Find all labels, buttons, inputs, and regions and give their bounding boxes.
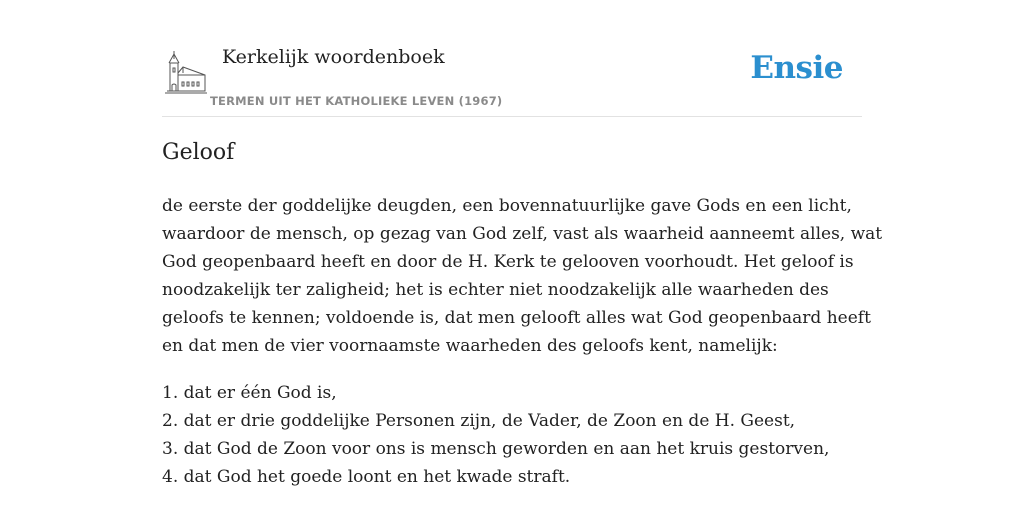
header [162,0,862,117]
church-icon[interactable] [165,49,207,95]
list-item: 1. dat er één God is, [162,383,337,403]
truths-list [162,379,862,491]
definition-line: de eerste der goddelijke deugden, een bovennatuurlijke gave Gods en een licht, [162,196,852,216]
list-item: 4. dat God het goede loont en het kwade straft. [162,467,571,487]
page-container [162,0,883,487]
entry-title: Geloof [162,140,235,165]
definition-line: geloofs te kennen; voldoende is, dat men gelooft alles wat God geopenbaard heeft [162,308,871,328]
definition-line: en dat men de vier voornaamste waarheden des geloofs kent, namelijk: [162,336,778,356]
definition-line: God geopenbaard heeft en door de H. Kerk te gelooven voorhoudt. Het geloof is [162,252,854,272]
list-item: 2. dat er drie goddelijke Personen zijn, de Vader, de Zoon en de H. Geest, [162,411,796,431]
book-subtitle: TERMEN UIT HET KATHOLIEKE LEVEN (1967) [210,94,503,108]
entry-definition [162,192,883,360]
book-title[interactable]: Kerkelijk woordenboek [222,46,445,68]
definition-line: waardoor de mensch, op gezag van God zelf, vast als waarheid aanneemt alles, wat [162,224,883,244]
brand-logo[interactable]: Ensie [750,50,843,86]
list-item: 3. dat God de Zoon voor ons is mensch geworden en aan het kruis gestorven, [162,439,830,459]
definition-line: noodzakelijk ter zaligheid; het is echter niet noodzakelijk alle waarheden des [162,280,829,300]
